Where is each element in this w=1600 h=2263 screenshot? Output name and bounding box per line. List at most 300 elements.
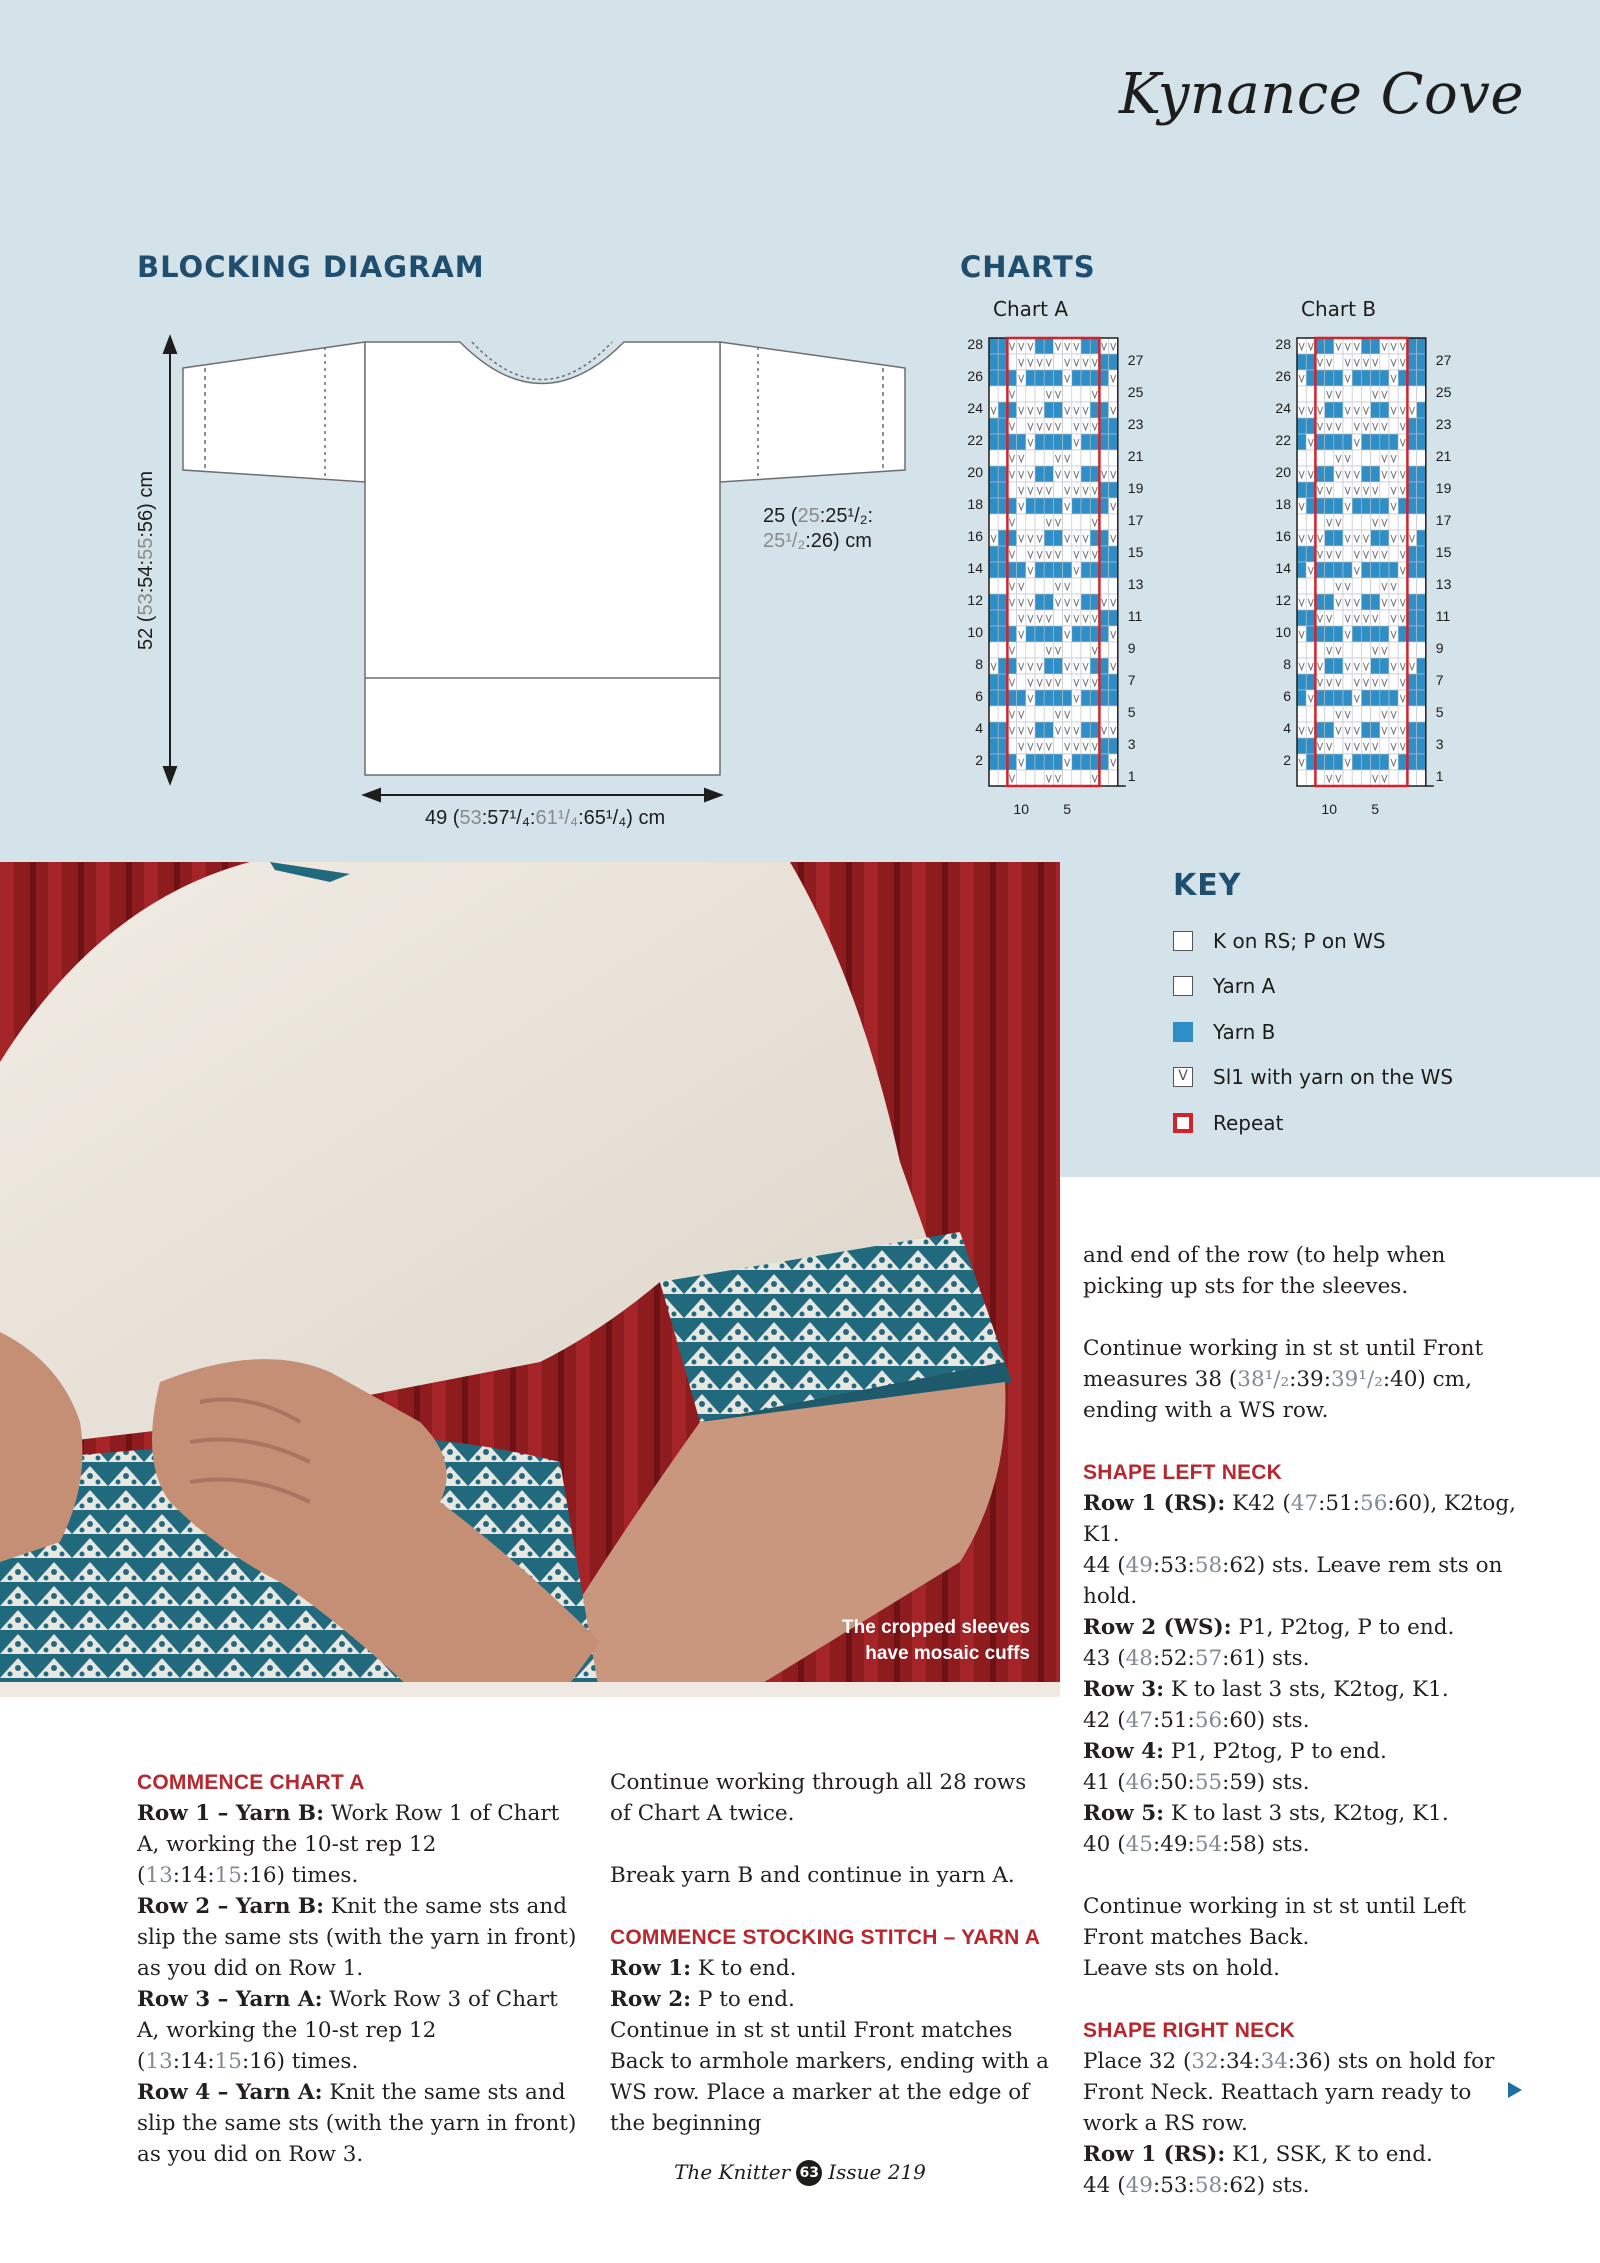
chart-cell	[1072, 658, 1081, 674]
chart-cell	[998, 450, 1007, 466]
chart-cell	[1417, 434, 1426, 450]
chart-cell	[1417, 514, 1426, 530]
chart-cell	[998, 722, 1007, 738]
chart-cell	[1325, 370, 1334, 386]
chart-cell	[1371, 354, 1380, 370]
chart-cell	[1407, 402, 1416, 418]
chart-cell	[1417, 418, 1426, 434]
chart-cell	[1352, 370, 1361, 386]
chart-cell	[1072, 562, 1081, 578]
chart-cell	[1007, 514, 1016, 530]
chart-cell	[1026, 722, 1035, 738]
chart-cell	[1325, 674, 1334, 690]
chart-cell	[1417, 658, 1426, 674]
chart-cell	[998, 770, 1007, 786]
chart-cell	[1044, 402, 1053, 418]
chart-cell	[1315, 546, 1324, 562]
chart-cell	[1053, 658, 1062, 674]
chart-cell	[1035, 354, 1044, 370]
chart-cell	[1007, 546, 1016, 562]
chart-cell	[1325, 530, 1334, 546]
chart-cell	[989, 450, 998, 466]
chart-cell	[1297, 706, 1306, 722]
chart-cell	[1099, 434, 1108, 450]
chart-cell	[998, 546, 1007, 562]
chart-cell	[1361, 530, 1370, 546]
chart-cell	[1044, 706, 1053, 722]
chart-cell	[1017, 498, 1026, 514]
chart-cell	[1352, 466, 1361, 482]
chart-cell	[1398, 338, 1407, 354]
chart-cell	[1325, 466, 1334, 482]
chart-cell	[1352, 690, 1361, 706]
chart-cell	[1371, 562, 1380, 578]
chart-cell	[1297, 578, 1306, 594]
chart-cell	[1380, 450, 1389, 466]
chart-cell	[1072, 690, 1081, 706]
chart-cell	[1315, 738, 1324, 754]
chart-cell	[998, 658, 1007, 674]
chart-cell	[1398, 466, 1407, 482]
chart-cell	[1352, 338, 1361, 354]
chart-cell	[1380, 498, 1389, 514]
chart-cell	[1072, 722, 1081, 738]
chart-cell	[1315, 690, 1324, 706]
chart-cell	[1063, 434, 1072, 450]
chart-cell	[1361, 722, 1370, 738]
chart-cell	[1109, 530, 1118, 546]
chart-cell	[1371, 594, 1380, 610]
stocking-stitch-heading: COMMENCE STOCKING STITCH – YARN A	[610, 1926, 1041, 1949]
chart-cell	[1035, 626, 1044, 642]
chart-cell	[1325, 642, 1334, 658]
chart-cell	[1352, 754, 1361, 770]
chart-cell	[1044, 690, 1053, 706]
chart-cell	[1035, 338, 1044, 354]
chart-cell	[1007, 402, 1016, 418]
chart-cell	[1063, 498, 1072, 514]
chart-cell	[1026, 754, 1035, 770]
chart-cell	[1007, 674, 1016, 690]
chart-cell	[1007, 594, 1016, 610]
row-label-even: 28	[967, 336, 983, 352]
chart-cell	[1035, 434, 1044, 450]
chart-cell	[989, 418, 998, 434]
chart-cell	[989, 626, 998, 642]
chart-cell	[1398, 450, 1407, 466]
chart-cell	[1035, 402, 1044, 418]
chart-cell	[1017, 562, 1026, 578]
chart-cell	[1352, 402, 1361, 418]
chart-cell	[1035, 754, 1044, 770]
chart-cell	[1361, 642, 1370, 658]
chart-cell	[1371, 674, 1380, 690]
chart-cell	[1099, 418, 1108, 434]
chart-cell	[1297, 562, 1306, 578]
chart-cell	[1007, 706, 1016, 722]
chart-cell	[1371, 738, 1380, 754]
chart-cell	[1044, 482, 1053, 498]
chart-cell	[1343, 642, 1352, 658]
chart-cell	[1352, 418, 1361, 434]
chart-cell	[1325, 578, 1334, 594]
chart-cell	[989, 674, 998, 690]
row-label-odd: 1	[1435, 768, 1444, 784]
chart-cell	[1352, 770, 1361, 786]
chart-cell	[1334, 706, 1343, 722]
chart-cell	[1417, 562, 1426, 578]
chart-cell	[1315, 354, 1324, 370]
chart-cell	[1297, 402, 1306, 418]
chart-cell	[1090, 370, 1099, 386]
chart-cell	[1035, 370, 1044, 386]
chart-cell	[1044, 546, 1053, 562]
chart-cell	[1407, 434, 1416, 450]
chart-cell	[1398, 514, 1407, 530]
chart-cell	[1081, 626, 1090, 642]
chart-cell	[1099, 690, 1108, 706]
chart-cell	[1361, 450, 1370, 466]
chart-cell	[1109, 674, 1118, 690]
chart-cell	[989, 370, 998, 386]
chart-cell	[1334, 626, 1343, 642]
row-label-odd: 23	[1435, 416, 1452, 432]
chart-cell	[1109, 610, 1118, 626]
chart-cell	[1026, 402, 1035, 418]
chart-cell	[1361, 770, 1370, 786]
chart-cell	[1044, 674, 1053, 690]
row-label-odd: 5	[1127, 704, 1136, 720]
left-neck-row4: Row 4: P1, P2tog, P to end.	[1083, 1739, 1387, 1764]
col-label-5: 5	[1371, 801, 1380, 817]
chart-cell	[1417, 690, 1426, 706]
chart-cell	[1090, 626, 1099, 642]
col-label-10: 10	[1321, 801, 1337, 817]
chart-cell	[998, 498, 1007, 514]
chart-cell	[1109, 466, 1118, 482]
left-neck-row1: Row 1 (RS): K42 (47:51:56:60), K2tog, K1.	[1083, 1491, 1516, 1547]
chart-cell	[1389, 674, 1398, 690]
chart-cell	[1325, 562, 1334, 578]
chart-cell	[1090, 610, 1099, 626]
chart-cell	[1343, 418, 1352, 434]
chart-cell	[989, 690, 998, 706]
key-item-yarn-b: Yarn B	[1173, 1009, 1573, 1055]
chart-cell	[1371, 626, 1380, 642]
chart-cell	[1297, 770, 1306, 786]
chart-cell	[1099, 338, 1108, 354]
chart-cell	[1044, 386, 1053, 402]
chart-cell	[1389, 514, 1398, 530]
chart-cell	[1389, 338, 1398, 354]
chart-cell	[1407, 674, 1416, 690]
chart-cell	[1007, 754, 1016, 770]
chart-cell	[1017, 754, 1026, 770]
chart-cell	[1044, 418, 1053, 434]
chart-cell	[1072, 642, 1081, 658]
footer-magazine: The Knitter	[674, 2160, 791, 2184]
sweater-photo-image	[0, 862, 1060, 1697]
left-neck-row4-sts: 41 (46:50:55:59) sts.	[1083, 1770, 1310, 1795]
chart-cell	[1017, 642, 1026, 658]
chart-cell	[1389, 498, 1398, 514]
chart-cell	[1072, 594, 1081, 610]
col2-row1: Row 1: K to end.	[610, 1956, 797, 1981]
chart-cell	[1352, 578, 1361, 594]
chart-cell	[1026, 498, 1035, 514]
chart-cell	[1371, 546, 1380, 562]
chart-cell	[1017, 466, 1026, 482]
chart-cell	[1306, 434, 1315, 450]
chart-cell	[1398, 770, 1407, 786]
chart-cell	[1007, 610, 1016, 626]
chart-cell	[1389, 706, 1398, 722]
chart-cell	[1044, 594, 1053, 610]
chart-cell	[998, 434, 1007, 450]
chart-cell	[1090, 578, 1099, 594]
chart-cell	[1026, 546, 1035, 562]
chart-cell	[1109, 770, 1118, 786]
chart-cell	[1361, 626, 1370, 642]
row-label-even: 2	[1283, 752, 1291, 768]
row-label-even: 12	[1275, 592, 1291, 608]
chart-cell	[989, 610, 998, 626]
chart-cell	[1007, 338, 1016, 354]
chart-cell	[1361, 402, 1370, 418]
chart-b	[1263, 328, 1533, 823]
row-label-odd: 25	[1127, 384, 1144, 400]
chart-cell	[1343, 386, 1352, 402]
chart-cell	[1072, 450, 1081, 466]
chart-cell	[1017, 530, 1026, 546]
chart-cell	[1306, 418, 1315, 434]
chart-cell	[1297, 482, 1306, 498]
chart-cell	[1109, 642, 1118, 658]
chart-cell	[1343, 722, 1352, 738]
chart-cell	[1371, 370, 1380, 386]
chart-cell	[1026, 706, 1035, 722]
chart-cell	[989, 562, 998, 578]
right-sleeve	[720, 342, 905, 482]
chart-cell	[1109, 402, 1118, 418]
chart-cell	[1407, 498, 1416, 514]
chart-cell	[1072, 546, 1081, 562]
chart-cell	[1417, 370, 1426, 386]
chart-cell	[1109, 514, 1118, 530]
chart-cell	[1090, 674, 1099, 690]
chart-cell	[1352, 674, 1361, 690]
chart-cell	[1334, 450, 1343, 466]
chart-cell	[1063, 386, 1072, 402]
blank-swatch-icon	[1173, 931, 1193, 951]
chart-cell	[1315, 402, 1324, 418]
chart-cell	[1407, 738, 1416, 754]
chart-cell	[1334, 370, 1343, 386]
yarn-b-swatch-icon	[1173, 1022, 1193, 1042]
chart-cell	[1017, 610, 1026, 626]
chart-cell	[1407, 370, 1416, 386]
chart-cell	[998, 402, 1007, 418]
row-label-even: 18	[1275, 496, 1291, 512]
chart-cell	[1407, 482, 1416, 498]
chart-cell	[998, 530, 1007, 546]
chart-cell	[1389, 482, 1398, 498]
key-list	[1173, 918, 1573, 1146]
chart-cell	[1389, 626, 1398, 642]
chart-cell	[1334, 754, 1343, 770]
chart-cell	[1325, 450, 1334, 466]
chart-cell	[1099, 626, 1108, 642]
chart-cell	[1053, 546, 1062, 562]
col3-para-2: Continue working in st st until Front measures 38 (38¹/₂:39:39¹/₂:40) cm, ending with a WS row.	[1083, 1336, 1484, 1423]
chart-cell	[1343, 706, 1352, 722]
chart-cell	[1325, 658, 1334, 674]
chart-cell	[1417, 722, 1426, 738]
chart-cell	[1099, 530, 1108, 546]
chart-cell	[1361, 690, 1370, 706]
chart-cell	[1417, 546, 1426, 562]
row-label-odd: 21	[1435, 448, 1452, 464]
chart-cell	[1007, 498, 1016, 514]
chart-cell	[1053, 418, 1062, 434]
chart-cell	[1380, 434, 1389, 450]
chart-cell	[1017, 434, 1026, 450]
chart-cell	[1044, 514, 1053, 530]
chart-cell	[1315, 466, 1324, 482]
chart-cell	[1297, 466, 1306, 482]
chart-cell	[989, 386, 998, 402]
row-label-even: 8	[1283, 656, 1291, 672]
chart-cell	[1090, 770, 1099, 786]
chart-cell	[1325, 770, 1334, 786]
chart-cell	[1026, 482, 1035, 498]
chart-cell	[1035, 706, 1044, 722]
chart-cell	[1325, 722, 1334, 738]
chart-cell	[1315, 674, 1324, 690]
chart-cell	[1352, 706, 1361, 722]
chart-cell	[1053, 674, 1062, 690]
chart-cell	[1081, 338, 1090, 354]
chart-cell	[1389, 354, 1398, 370]
chart-cell	[1099, 658, 1108, 674]
chart-cell	[1334, 610, 1343, 626]
chart-cell	[1099, 706, 1108, 722]
chart-cell	[1389, 546, 1398, 562]
chart-cell	[1026, 690, 1035, 706]
row-label-odd: 7	[1127, 672, 1136, 688]
chart-cell	[1044, 754, 1053, 770]
chart-cell	[1325, 482, 1334, 498]
chart-cell	[1306, 626, 1315, 642]
chart-cell	[1035, 498, 1044, 514]
chart-cell	[1361, 562, 1370, 578]
chart-cell	[1007, 434, 1016, 450]
chart-cell	[1398, 386, 1407, 402]
chart-cell	[1315, 626, 1324, 642]
chart-cell	[1325, 626, 1334, 642]
chart-cell	[1371, 610, 1380, 626]
chart-cell	[1315, 658, 1324, 674]
chart-cell	[1371, 722, 1380, 738]
chart-cell	[1297, 738, 1306, 754]
chart-cell	[1090, 594, 1099, 610]
left-neck-row3-sts: 42 (47:51:56:60) sts.	[1083, 1708, 1310, 1733]
chart-cell	[1380, 610, 1389, 626]
chart-cell	[1053, 354, 1062, 370]
chart-cell	[1352, 514, 1361, 530]
chart-cell	[1090, 402, 1099, 418]
chart-cell	[1090, 738, 1099, 754]
chart-cell	[1072, 626, 1081, 642]
chart-cell	[1361, 738, 1370, 754]
chart-cell	[1099, 482, 1108, 498]
chart-cell	[1063, 658, 1072, 674]
chart-cell	[1090, 466, 1099, 482]
chart-cell	[1380, 626, 1389, 642]
chart-cell	[1417, 706, 1426, 722]
chart-cell	[1315, 754, 1324, 770]
chart-cell	[1026, 466, 1035, 482]
chart-cell	[1063, 562, 1072, 578]
chart-cell	[1017, 482, 1026, 498]
chart-cell	[1334, 770, 1343, 786]
chart-cell	[1072, 466, 1081, 482]
chart-cell	[1361, 754, 1370, 770]
chart-cell	[1325, 338, 1334, 354]
chart-cell	[1306, 386, 1315, 402]
chart-cell	[1099, 498, 1108, 514]
chart-cell	[1398, 530, 1407, 546]
chart-cell	[1417, 578, 1426, 594]
chart-cell	[1090, 722, 1099, 738]
chart-cell	[1407, 770, 1416, 786]
chart-cell	[1081, 354, 1090, 370]
row-label-odd: 3	[1435, 736, 1444, 752]
chart-cell	[1072, 530, 1081, 546]
chart-cell	[1352, 594, 1361, 610]
row-label-odd: 19	[1127, 480, 1144, 496]
chart-cell	[1315, 514, 1324, 530]
chart-cell	[1072, 770, 1081, 786]
chart-cell	[1063, 578, 1072, 594]
photo-caption: The cropped sleeves have mosaic cuffs	[842, 1617, 1030, 1664]
chart-cell	[989, 642, 998, 658]
chart-cell	[1417, 674, 1426, 690]
chart-cell	[989, 434, 998, 450]
chart-cell	[1297, 386, 1306, 402]
chart-cell	[1053, 466, 1062, 482]
chart-cell	[1109, 658, 1118, 674]
chart-cell	[1035, 642, 1044, 658]
chart-cell	[1081, 594, 1090, 610]
chart-cell	[1081, 418, 1090, 434]
chart-cell	[1343, 674, 1352, 690]
chart-cell	[1407, 386, 1416, 402]
chart-cell	[1306, 594, 1315, 610]
chart-cell	[1063, 674, 1072, 690]
charts-heading: CHARTS	[960, 250, 1096, 284]
chart-cell	[1417, 466, 1426, 482]
chart-cell	[1306, 722, 1315, 738]
chart-cell	[1325, 738, 1334, 754]
chart-cell	[1398, 578, 1407, 594]
chart-cell	[998, 642, 1007, 658]
chart-cell	[1063, 754, 1072, 770]
chart-cell	[1306, 354, 1315, 370]
row-label-odd: 23	[1127, 416, 1144, 432]
chart-cell	[1352, 738, 1361, 754]
chart-cell	[989, 706, 998, 722]
